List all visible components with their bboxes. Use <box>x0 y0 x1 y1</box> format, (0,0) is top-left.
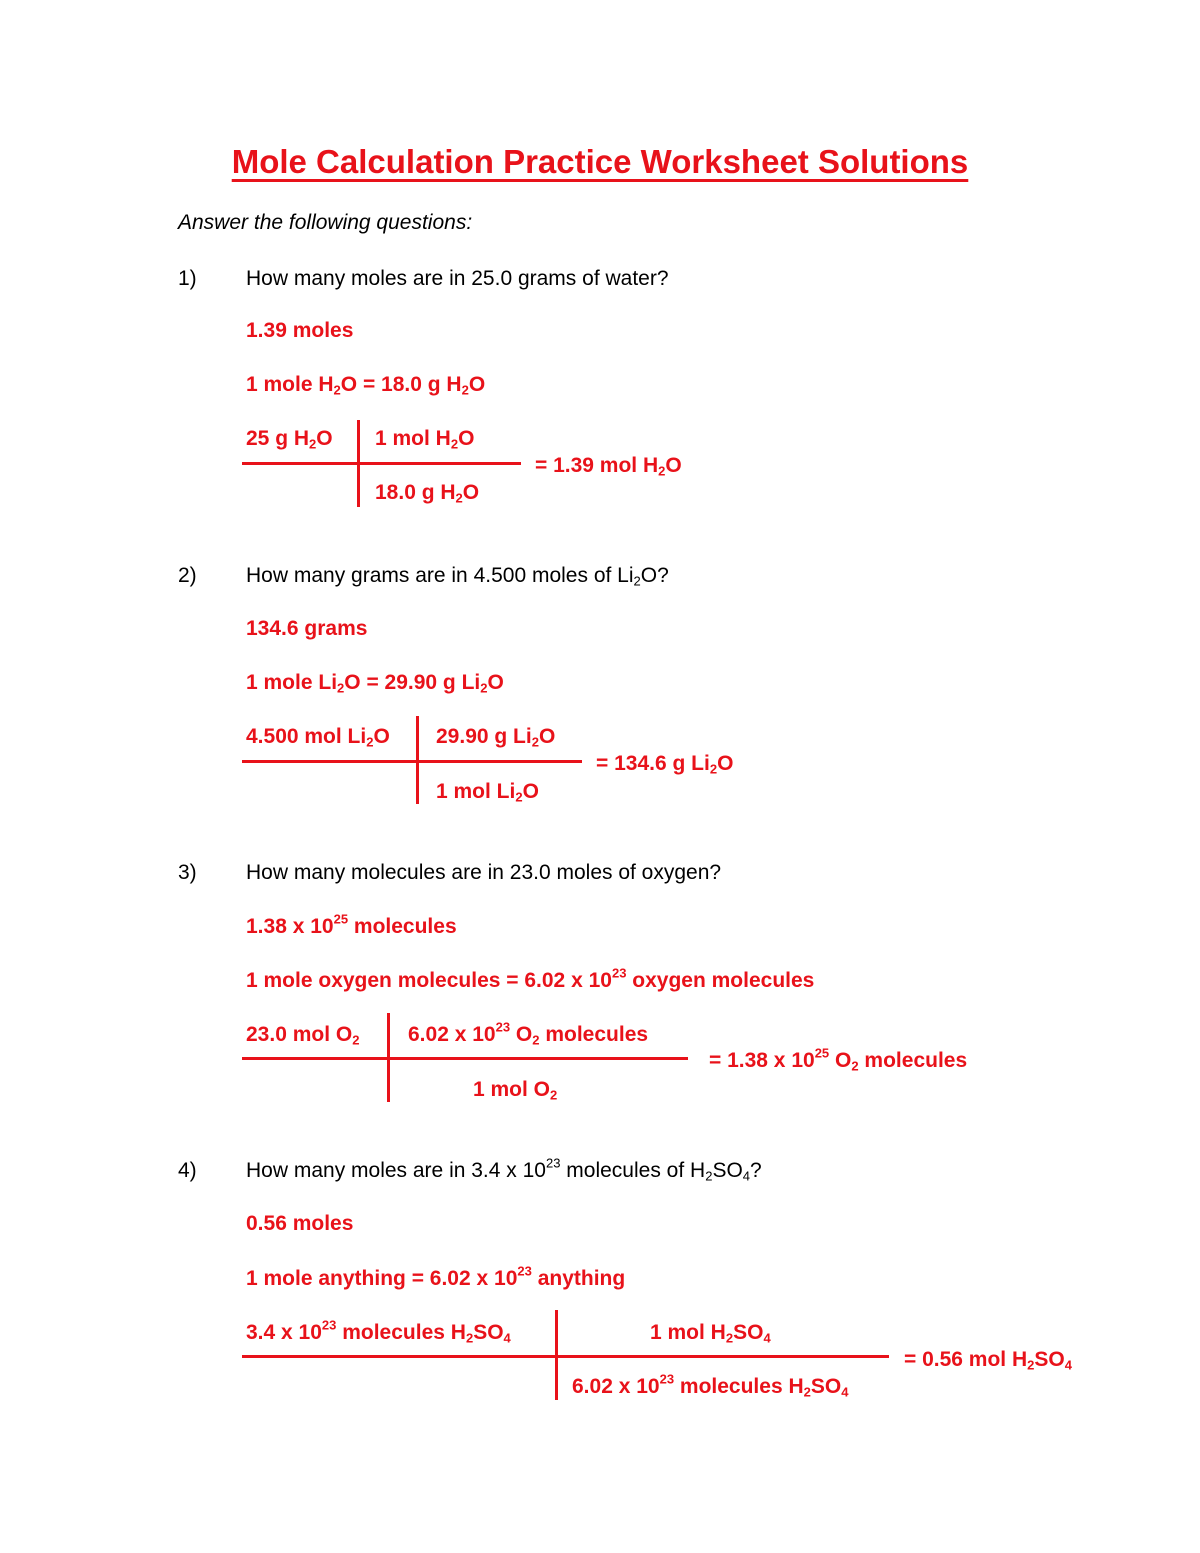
question-2-text: How many grams are in 4.500 moles of $Li_2O$? <box>246 564 669 589</box>
page-title: Mole Calculation Practice Worksheet Solutions <box>231 143 969 180</box>
question-4-text: How many moles are in 3.4 x $10^{23}$ molecules of $H_2SO_4$? <box>246 1155 762 1184</box>
question-1-number: 1) <box>178 267 197 290</box>
q2-denominator: 1 mol $Li_2O$ <box>436 780 539 805</box>
q2-fraction-bar <box>242 760 582 763</box>
q1-numerator: 1 mol $H_2O$ <box>375 427 475 452</box>
question-3-number: 3) <box>178 861 197 884</box>
question-3-text: How many molecules are in 23.0 moles of oxygen? <box>246 861 722 884</box>
q2-numerator: 29.90 g $Li_2O$ <box>436 725 556 750</box>
q1-answer: 1.39 moles <box>246 319 354 342</box>
q4-answer: 0.56 moles <box>246 1212 354 1235</box>
q3-answer: 1.38 x $10^{25}$ molecules <box>246 911 457 938</box>
q2-result: = 134.6 g $Li_2O$ <box>596 752 734 777</box>
q2-answer: 134.6 grams <box>246 617 368 640</box>
question-4-number: 4) <box>178 1159 197 1182</box>
q1-fraction-bar <box>242 462 521 465</box>
q1-given: 25 g $H_2O$ <box>246 427 333 452</box>
q1-denominator: 18.0 g $H_2O$ <box>375 481 480 506</box>
q2-equivalence: 1 mole $Li_2O = 29.90$ g $Li_2O$ <box>246 671 504 696</box>
q3-denominator: 1 mol $O_2$ <box>473 1078 558 1103</box>
q3-equivalence: 1 mole oxygen molecules = 6.02 x $10^{23}$ oxygen molecules <box>246 965 815 992</box>
q3-numerator: 6.02 x $10^{23}$ $O_2$ molecules <box>408 1019 649 1048</box>
q4-denominator: 6.02 x $10^{23}$ molecules $H_2SO_4$ <box>572 1371 849 1400</box>
q4-equivalence: 1 mole anything = 6.02 x $10^{23}$ anything <box>246 1263 626 1290</box>
q4-result: = 0.56 mol $H_2SO_4$ <box>904 1348 1072 1373</box>
q3-fraction-bar <box>242 1057 688 1060</box>
q4-fraction-bar <box>242 1355 889 1358</box>
q3-given: 23.0 mol $O_2$ <box>246 1023 360 1048</box>
question-1-text: How many moles are in 25.0 grams of water? <box>246 267 669 290</box>
q1-divider <box>357 420 360 507</box>
q4-numerator: 1 mol $H_2SO_4$ <box>650 1321 771 1346</box>
question-2-number: 2) <box>178 564 197 587</box>
q3-result: = 1.38 x $10^{25}$ $O_2$ molecules <box>709 1045 968 1074</box>
q1-result: = 1.39 mol $H_2O$ <box>535 454 682 479</box>
q4-given: 3.4 x $10^{23}$ molecules $H_2SO_4$ <box>246 1317 511 1346</box>
q3-divider <box>387 1013 390 1102</box>
q2-given: 4.500 mol $Li_2O$ <box>246 725 390 750</box>
q4-divider <box>555 1310 558 1400</box>
q2-divider <box>416 716 419 804</box>
instructions: Answer the following questions: <box>178 211 473 234</box>
q1-equivalence: 1 mole $H_2O = 18.0$ g $H_2O$ <box>246 373 486 398</box>
